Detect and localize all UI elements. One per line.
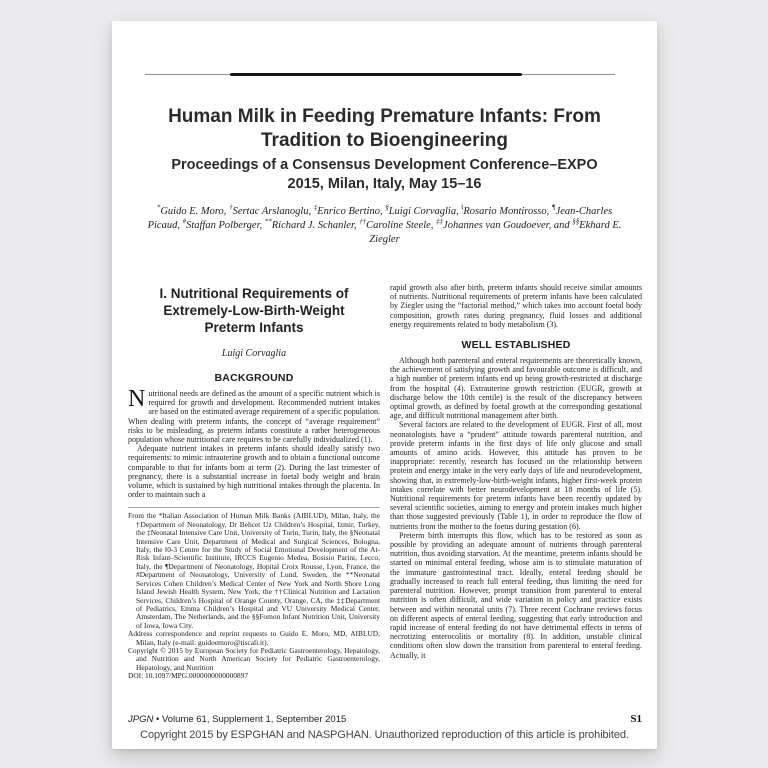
footnote-divider xyxy=(128,507,380,508)
page-footer xyxy=(128,713,642,725)
article-body xyxy=(128,283,642,681)
footnote-paragraph: DOI: 10.1097/MPG.0000000000000897 xyxy=(128,671,249,681)
paragraph: Although both parenteral and enteral requirements are theoretically known, the achievement of satisfying growth and favourable outcome is difficult, and a high number of preterm infants end up being growth-restricted at discharge from the hospital (4). Extrauterine growth restriction (EUGR, growth at discharge below the 10th centile) is the result of the discrepancy between optimal growth, as defined by foetal growth at the corresponding gestational age, and difficult nutritional management after birth. xyxy=(390,356,642,421)
right-column-text-top xyxy=(390,283,642,329)
footnote-paragraph: Copyright © 2015 by European Society for Pediatric Gastroenterology, Hepatology, and Nutrition and North American Society for Pediatric Gastroenterology, Hepatology, and Nutrition xyxy=(128,645,380,672)
paragraph: Adequate nutrient intakes in preterm infants should ideally satisfy two requirements: to mimic intrauterine growth and to obtain a functional outcome comparable to that for infants born at term (2). During the last trimester of pregnancy, there is a substantial increase in foetal body weight and brain volume, which is sustained by high nutritional intakes through the placenta. In order to maintain such a xyxy=(128,444,380,500)
paragraph-text: utritional needs are defined as the amount of a specific nutrient which is required for growth and development. Recommended nutrient intakes are based on the estimated average requirement of a specific population. When dealing with preterm infants, the concept of “average requirement” risks to be misleading, as preterm infants constitute a rather heterogeneous population whose nutritional care requires to be carefully individualized (1). xyxy=(128,389,380,445)
journal-name: JPGN xyxy=(128,714,154,725)
masthead-rule-thick xyxy=(230,73,522,76)
section-title: I. Nutritional Requirements of Extremely-Low-Birth-Weight Preterm Infants xyxy=(159,286,349,335)
journal-footer xyxy=(128,714,346,725)
footnote-paragraph: From the *Italian Association of Human Milk Banks (AIBLUD), Milan, Italy, the †Department of Neonatology, Dr Behcet Uz Children’s Hospital, Izmir, Turkey, the ‡Neonatal Intensive Care Unit, University of Turin, Turin, Italy, the §Neonatal Intensive Care Unit, Department of Medical and Surgical Sciences, Bologna, Italy, the ‖0-3 Centre for the Study of Social Emotional Development of the At-Risk Infant–Scientific Institute, IRCCS Eugenio Medea, Bosisio Parini, Lecco, Italy, the ¶Department of Neonatology, Hopital Croix Rousse, Lyon, France, the #Department of Neonatology, University of Lund, Sweden, the **Neonatal Services Cohen Children’s Medical Center of New York and North Shore Long Island Jewish Health System, New York, the ††Clinical Nutrition and Lactation Services, Children’s Hospital of Orange County, Orange, CA, the ‡‡Department of Pediatrics, Emma Children’s Hospital and VU University Medical Center, Amsterdam, The Netherlands, and the §§Fomon Infant Nutrition Unit, University of Iowa, Iowa City. xyxy=(128,511,380,630)
title-block xyxy=(112,105,657,247)
left-column-text xyxy=(128,386,380,500)
heading-well-established: WELL ESTABLISHED xyxy=(461,339,571,352)
page-number: S1 xyxy=(630,713,642,725)
paragraph: Several factors are related to the development of EUGR. First of all, most neonatologists have a “prudent” attitude towards parenteral nutrition, and provide preterm infants in the first days of life only glucose and small amounts of amino acids. However, this attitude has proven to be inappropriate: recently, research has focused on the relationship between protein and energy intake in the very early days of life and neurodevelopment, showing that, in extremely-low-birth-weight infants, higher first-week protein intakes correlate with better neurodevelopment at 18 months of life (5). Nutritional requirements for preterm infants have been recently updated by several scientific societies, aiming to energy and protein intakes much higher than those suggested previously (Table 1), in order to reproduce the flow of nutrients from the mother to the foetus during gestation (6). xyxy=(390,420,642,531)
left-column xyxy=(128,283,380,681)
dropcap-letter: N xyxy=(128,386,146,412)
paragraph: Preterm birth interrupts this flow, which has to be restored as soon as possible by providing an adequate amount of nutrients through parenteral nutrition, thus avoiding starvation. At the meantime, preterm infants should be started on minimal enteral feeding, whose aim is to stimulate maturation of the immature gastrointestinal tract. Ideally, enteral feeding should be gradually increased to reach full enteral feeding, thus limiting the need for parenteral nutrition. However, prompt transition from parenteral to enteral nutrition is often difficult, and wide variation in policy and practice exists between and within neonatal units (7). Three recent Cochrane reviews focus on different aspects of enteral feeding, suggesting that early introduction and rapid increase of enteral feeding do not have detrimental effects in terms of necrotizing enterocolitis or mortality (8). In addition, unstable clinical conditions often slow down the transition from parenteral to enteral feeding. Actually, it xyxy=(390,530,642,660)
article-title: Human Milk in Feeding Premature Infants: From Tradition to Bioengineering xyxy=(168,106,601,151)
section-author: Luigi Corvaglia xyxy=(221,348,287,359)
right-column-text xyxy=(390,356,642,660)
footnote-paragraph: Address correspondence and reprint requests to Guido E. Moro, MD, AIBLUD, Milan, Italy (e-mail: guidoemoro@tiscali.it). xyxy=(128,629,380,647)
masthead-rule xyxy=(145,73,615,76)
right-column xyxy=(390,283,642,681)
journal-page xyxy=(112,21,657,749)
copyright-bar: Copyright 2015 by ESPGHAN and NASPGHAN. Unauthorized reproduction of this article is prohibited. xyxy=(140,729,629,741)
heading-background: BACKGROUND xyxy=(214,372,294,384)
paragraph-dropcap xyxy=(128,386,380,445)
authors-line: *Guido E. Moro, †Sertac Arslanoglu, ‡Enrico Bertino, §Luigi Corvaglia, ‖Rosario Montirosso, ¶Jean-Charles Picaud, #Staffan Polberger, **Richard J. Schanler, ††Caroline Steele, ‡‡Johannes van Goudoever, and §§Ekhard E. Ziegler xyxy=(147,203,622,245)
footnotes xyxy=(128,512,380,680)
paragraph: rapid growth also after birth, preterm infants should receive similar amounts of nutrients. Nutritional requirements of preterm infants have been calculated by Ziegler using the “factorial method,” which takes into account foetal body composition, growth rates during pregnancy, fluid losses and additional energy requirements related to body metabolism (3). xyxy=(390,283,642,329)
article-subtitle: Proceedings of a Consensus Development Conference–EXPO 2015, Milan, Italy, May 15–16 xyxy=(171,157,598,192)
journal-issue: • Volume 61, Supplement 1, September 2015 xyxy=(153,714,347,725)
